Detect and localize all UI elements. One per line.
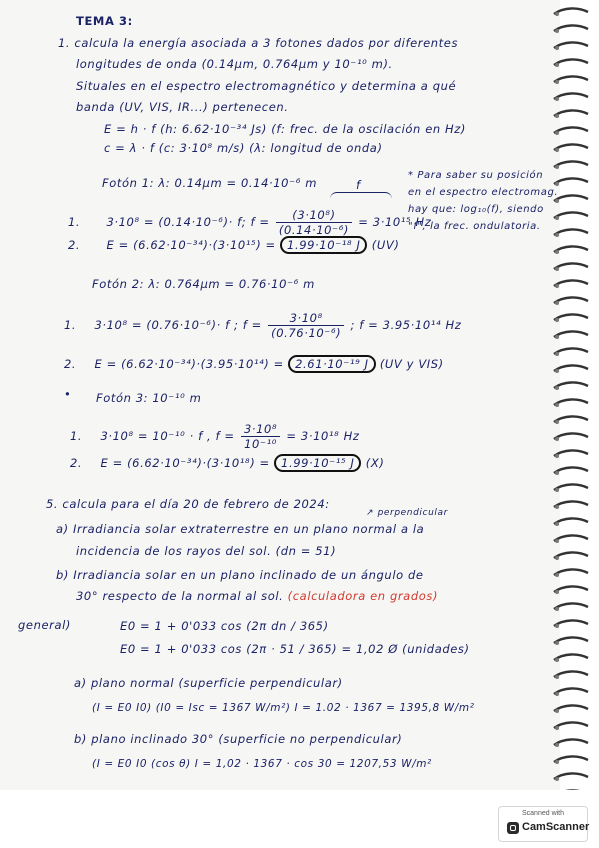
photon-3-bullet: • bbox=[64, 387, 72, 401]
fraction-numerator: (3·10⁸) bbox=[276, 208, 352, 223]
brace-label: f bbox=[356, 178, 361, 192]
spiral-coil bbox=[552, 550, 592, 560]
spiral-coil bbox=[552, 261, 592, 271]
spiral-coil bbox=[552, 295, 592, 305]
spiral-coil bbox=[552, 448, 592, 458]
spiral-coil bbox=[552, 23, 592, 33]
spiral-coil bbox=[552, 414, 592, 424]
spiral-coil bbox=[552, 108, 592, 118]
boxed-result: 2.61·10⁻¹⁹ J bbox=[288, 355, 375, 373]
step-label: 2. bbox=[70, 456, 83, 470]
badge-brand: CamScanner bbox=[522, 821, 590, 833]
spiral-coil bbox=[552, 380, 592, 390]
spiral-coil bbox=[552, 210, 592, 220]
spiral-coil bbox=[552, 91, 592, 101]
q5-b-line-2-text: 30° respecto de la normal al sol. bbox=[76, 589, 284, 603]
step-text: 3·10⁸ = (0.14·10⁻⁶)· f; f = bbox=[106, 215, 270, 229]
spiral-coil bbox=[552, 567, 592, 577]
spiral-coil bbox=[552, 465, 592, 475]
spiral-coil bbox=[552, 737, 592, 747]
q5-b-line-2 bbox=[76, 589, 438, 603]
spiral-coil bbox=[552, 176, 592, 186]
spiral-coil bbox=[552, 193, 592, 203]
q1-line-4: banda (UV, VIS, IR...) pertenecen. bbox=[76, 100, 289, 114]
spiral-coil bbox=[552, 227, 592, 237]
perpendicular-note: ↗ perpendicular bbox=[366, 508, 448, 518]
spiral-coil bbox=[552, 618, 592, 628]
spiral-coil bbox=[552, 74, 592, 84]
side-note-line-2: en el espectro electromag. bbox=[408, 187, 559, 198]
part-b-header: b) plano inclinado 30° (superficie no perpendicular) bbox=[74, 732, 403, 746]
spiral-coil bbox=[552, 754, 592, 764]
step-text: E = (6.62·10⁻³⁴)·(3·10¹⁵) = bbox=[106, 238, 276, 252]
spiral-coil bbox=[552, 669, 592, 679]
spiral-coil bbox=[552, 278, 592, 288]
fraction bbox=[268, 311, 344, 340]
step-text: 3·10⁸ = 10⁻¹⁰ · f , f = bbox=[100, 429, 235, 443]
fraction-denominator: (0.76·10⁻⁶) bbox=[271, 326, 342, 340]
brace-mark bbox=[330, 192, 392, 199]
step-result: ; f = 3.95·10¹⁴ Hz bbox=[350, 318, 462, 332]
step-text: 3·10⁸ = (0.76·10⁻⁶)· f ; f = bbox=[94, 318, 262, 332]
spiral-coil bbox=[552, 244, 592, 254]
spiral-coil bbox=[552, 533, 592, 543]
spiral-coil bbox=[552, 635, 592, 645]
photon-1-header: Fotón 1: λ: 0.14μm = 0.14·10⁻⁶ m bbox=[102, 176, 318, 190]
q5-a-line-1: a) Irradiancia solar extraterrestre en un plano normal a la bbox=[56, 522, 425, 536]
spiral-coil bbox=[552, 125, 592, 135]
spiral-coil bbox=[552, 720, 592, 730]
step-text: E = (6.62·10⁻³⁴)·(3·10¹⁸) = bbox=[100, 456, 270, 470]
page-title: TEMA 3: bbox=[76, 14, 133, 28]
step-label: 1. bbox=[68, 215, 81, 229]
part-a-header: a) plano normal (superficie perpendicular) bbox=[74, 676, 343, 690]
fraction-numerator: 3·10⁸ bbox=[268, 311, 344, 326]
spiral-coil bbox=[552, 397, 592, 407]
photon-3-step-1 bbox=[70, 422, 359, 451]
side-note-line-4: "f", la frec. ondulatoria. bbox=[408, 221, 541, 232]
part-b-calculation: (I = E0 I0 (cos θ) I = 1,02 · 1367 · cos 30 = 1207,53 W/m² bbox=[92, 758, 432, 770]
step-label: 2. bbox=[68, 238, 81, 252]
spiral-coil bbox=[552, 57, 592, 67]
general-label: general) bbox=[18, 618, 71, 632]
spiral-coil bbox=[552, 159, 592, 169]
photon-2-step-1 bbox=[64, 311, 461, 340]
photon-2-header: Fotón 2: λ: 0.764μm = 0.76·10⁻⁶ m bbox=[92, 277, 315, 291]
fraction bbox=[241, 422, 280, 451]
band-label: (UV y VIS) bbox=[379, 357, 444, 371]
spiral-binding bbox=[552, 0, 599, 790]
spiral-coil bbox=[552, 346, 592, 356]
band-label: (X) bbox=[365, 456, 385, 470]
q5-b-line-1: b) Irradiancia solar en un plano inclinado de un ángulo de bbox=[56, 568, 424, 582]
q1-line-1: 1. calcula la energía asociada a 3 fotones dados por diferentes bbox=[58, 36, 459, 50]
general-formula-2: E0 = 1 + 0'033 cos (2π · 51 / 365) = 1,02 Ø (unidades) bbox=[120, 642, 470, 656]
band-label: (UV) bbox=[371, 238, 400, 252]
step-result: = 3·10¹⁵ Hz bbox=[358, 215, 432, 229]
boxed-result: 1.99·10⁻¹⁸ J bbox=[280, 236, 367, 254]
part-a-calculation: (I = E0 I0) (I0 = Isc = 1367 W/m²) I = 1.02 · 1367 = 1395,8 W/m² bbox=[92, 702, 475, 714]
step-result: = 3·10¹⁸ Hz bbox=[286, 429, 360, 443]
spiral-coil bbox=[552, 703, 592, 713]
fraction-numerator: 3·10⁸ bbox=[241, 422, 280, 437]
fraction-denominator: 10⁻¹⁰ bbox=[244, 437, 278, 451]
formula-light-speed: c = λ · f (c: 3·10⁸ m/s) (λ: longitud de onda) bbox=[104, 141, 383, 155]
boxed-result: 1.99·10⁻¹⁵ J bbox=[274, 454, 361, 472]
spiral-coil bbox=[552, 329, 592, 339]
spiral-coil bbox=[552, 686, 592, 696]
spiral-coil bbox=[552, 482, 592, 492]
q5-b-calculator-note: (calculadora en grados) bbox=[287, 589, 439, 603]
side-note-line-3: hay que: log₁₀(f), siendo bbox=[408, 204, 544, 215]
q5-a-line-2: incidencia de los rayos del sol. (dn = 51) bbox=[76, 544, 337, 558]
spiral-coil bbox=[552, 40, 592, 50]
spiral-coil bbox=[552, 499, 592, 509]
step-text: E = (6.62·10⁻³⁴)·(3.95·10¹⁴) = bbox=[94, 357, 284, 371]
badge-caption: Scanned with bbox=[521, 810, 565, 817]
fraction-denominator: (0.14·10⁻⁶) bbox=[278, 223, 350, 237]
step-label: 1. bbox=[64, 318, 77, 332]
spiral-coil bbox=[552, 771, 592, 781]
photon-2-step-2 bbox=[64, 357, 444, 371]
fraction bbox=[276, 208, 352, 237]
q5-line-1: 5. calcula para el día 20 de febrero de 2024: bbox=[46, 497, 330, 511]
step-label: 1. bbox=[70, 429, 83, 443]
camscanner-logo-icon bbox=[507, 822, 519, 834]
spiral-coil bbox=[552, 652, 592, 662]
spiral-coil bbox=[552, 431, 592, 441]
photon-3-header: Fotón 3: 10⁻¹⁰ m bbox=[96, 391, 202, 405]
photon-3-step-2 bbox=[70, 456, 384, 470]
spiral-coil bbox=[552, 363, 592, 373]
photon-1-step-1 bbox=[68, 208, 431, 237]
photon-1-step-2 bbox=[68, 238, 399, 252]
spiral-coil bbox=[552, 312, 592, 322]
q1-line-3: Situales en el espectro electromagnético y determina a qué bbox=[76, 79, 457, 93]
spiral-coil bbox=[552, 601, 592, 611]
spiral-coil bbox=[552, 6, 592, 16]
general-formula-1: E0 = 1 + 0'033 cos (2π dn / 365) bbox=[120, 619, 329, 633]
spiral-coil bbox=[552, 584, 592, 594]
formula-energy: E = h · f (h: 6.62·10⁻³⁴ Js) (f: frec. de la oscilación en Hz) bbox=[104, 122, 466, 136]
spiral-coil bbox=[552, 788, 592, 790]
spiral-coil bbox=[552, 516, 592, 526]
q1-line-2: longitudes de onda (0.14μm, 0.764μm y 10⁻¹⁰ m). bbox=[76, 57, 393, 71]
camscanner-badge bbox=[498, 806, 588, 842]
step-label: 2. bbox=[64, 357, 77, 371]
spiral-coil bbox=[552, 142, 592, 152]
side-note-line-1: * Para saber su posición bbox=[408, 170, 544, 181]
